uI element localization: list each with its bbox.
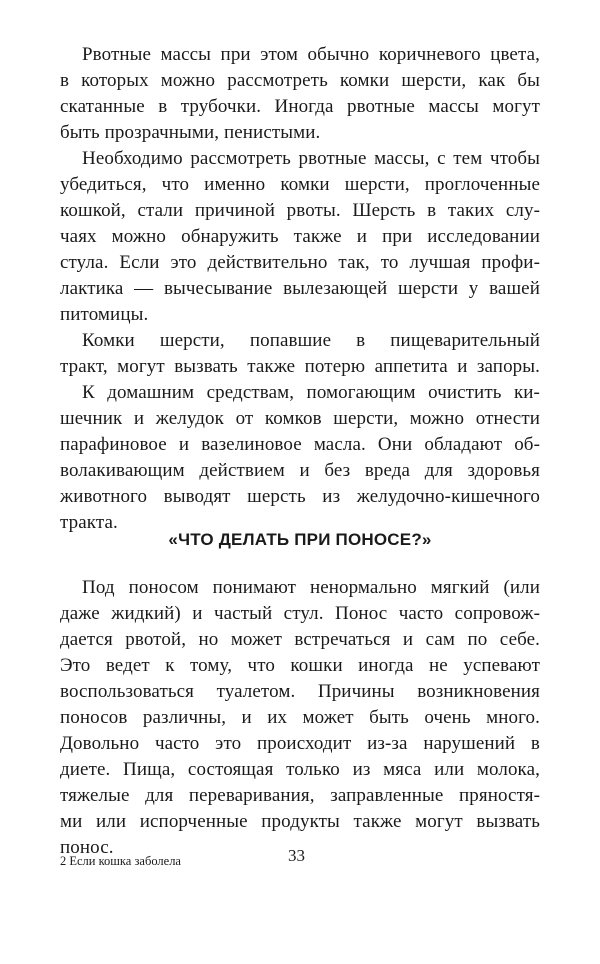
text-line: чаях можно обнаружить также и при исследовании	[60, 226, 540, 247]
text-line: воспользоваться туалетом. Причины возникновения	[60, 681, 540, 702]
text-line: Рвотные массы при этом обычно коричневого цвета,	[82, 44, 540, 65]
text-line: шечник и желудок от комков шерсти, можно отнести	[60, 408, 540, 429]
signature-mark: 2 Если кошка заболела	[60, 854, 181, 868]
text-line: тракта.	[60, 512, 118, 533]
page-number: 33	[288, 846, 305, 865]
text-line: дается рвотой, но может встречаться и сам по себе.	[60, 629, 540, 650]
text-line: поносов различны, и их может быть очень много.	[60, 707, 540, 728]
text-line: в которых можно рассмотреть комки шерсти, как бы	[60, 70, 540, 91]
text-line: Довольно часто это происходит из-за нарушений в	[60, 733, 540, 754]
text-line: быть прозрачными, пенистыми.	[60, 122, 321, 143]
text-line: понос.	[60, 837, 114, 858]
text-line: волакивающим действием и без вреда для здоровья	[60, 460, 540, 481]
text-line: убедиться, что именно комки шерсти, проглоченные	[60, 174, 540, 195]
text-line: парафиновое и вазелиновое масла. Они обладают об-	[60, 434, 540, 455]
text-line: Комки шерсти, попавшие в пищеварительный	[82, 330, 540, 351]
text-line: Под поносом понимают ненормально мягкий (или	[82, 577, 540, 598]
text-line: питомицы.	[60, 304, 149, 325]
section-heading: «ЧТО ДЕЛАТЬ ПРИ ПОНОСЕ?»	[168, 530, 432, 549]
text-line: диете. Пища, состоящая только из мяса или молока,	[60, 759, 540, 780]
text-line: даже жидкий) и частый стул. Понос часто сопровож-	[60, 603, 540, 624]
text-line: ми или испорченные продукты также могут вызвать	[60, 811, 540, 832]
text-line: тяжелые для переваривания, заправленные пряностя-	[60, 785, 540, 806]
text-line: лактика — вычесывание вылезающей шерсти у вашей	[60, 278, 540, 299]
text-line: скатанные в трубочки. Иногда рвотные массы могут	[60, 96, 540, 117]
text-line: К домашним средствам, помогающим очистить ки-	[82, 382, 540, 403]
text-line: кошкой, стали причиной рвоты. Шерсть в таких слу-	[60, 200, 540, 221]
text-line: Это ведет к тому, что кошки иногда не успевают	[60, 655, 540, 676]
text-line: стула. Если это действительно так, то лучшая профи-	[60, 252, 540, 273]
text-line: животного выводят шерсть из желудочно-кишечного	[60, 486, 540, 507]
text-line: Необходимо рассмотреть рвотные массы, с тем чтобы	[82, 148, 540, 169]
text-line: тракт, могут вызвать также потерю аппетита и запоры.	[60, 356, 540, 377]
